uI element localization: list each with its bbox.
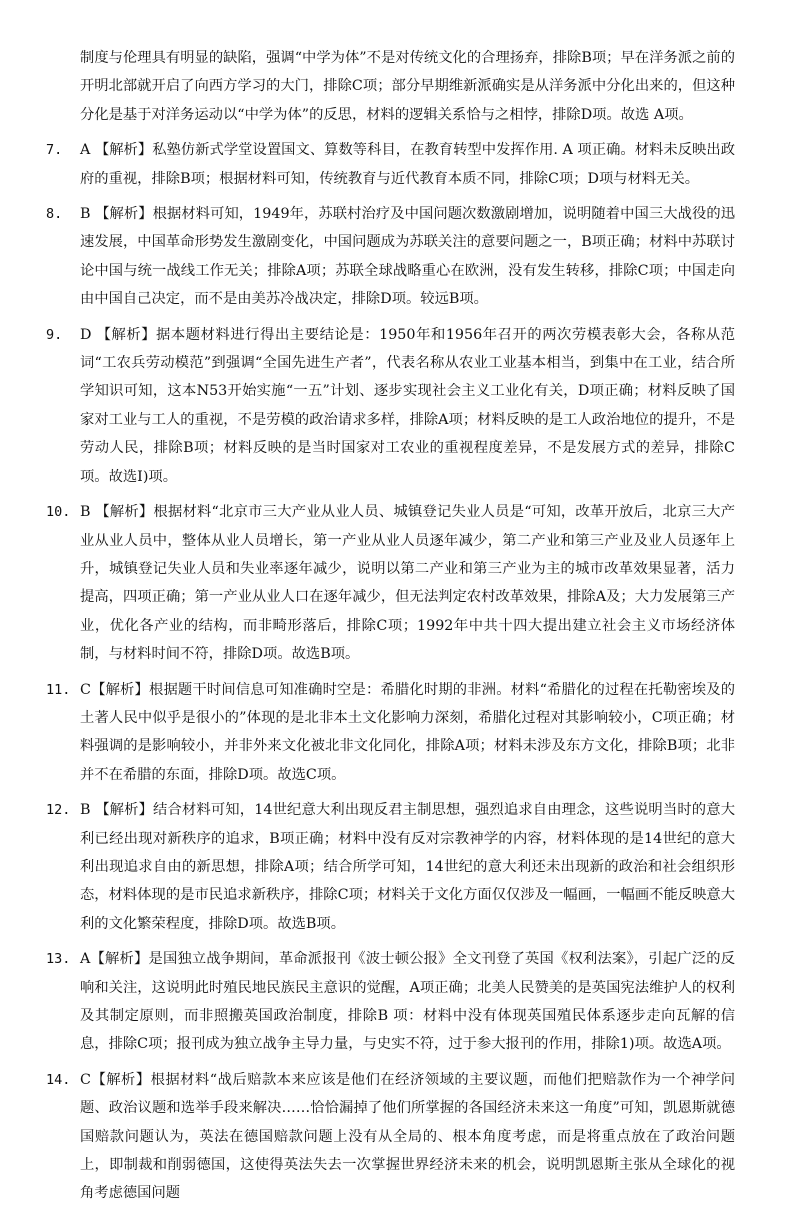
answer-item-14: [46, 1066, 735, 1208]
item-number: 8.: [46, 206, 63, 223]
answer-item-10: [46, 498, 735, 668]
item-text: A 【解析】私塾仿新式学堂设置国文、算数等科目，在教育转型中发挥作用. A 项正确。材料未反映出政府的重视，排除B项；根据材料可知，传统教育与近代教育本质不同，排除C项；D项与材料无关。: [80, 142, 735, 187]
answer-item-11: [46, 676, 735, 790]
answer-item-13: [46, 945, 735, 1059]
item-number: 10.: [46, 504, 71, 521]
item-text: C【解析】根据题干时间信息可知准确时空是：希腊化时期的非洲。材料“希腊化的过程在托勒密埃及的土著人民中似乎是很小的”体现的是北非本土文化影响力深刻，希腊化过程对其影响较小，C项正确；材料强调的是影响较小，并非外来文化被北非文化同化，排除A项；材料未涉及东方文化，排除B项；北非并不在希腊的东面，排除D项。故选C项。: [80, 681, 735, 783]
item-number: 7.: [46, 142, 63, 159]
item-text: C【解析】根据材料“战后赔款本来应该是他们在经济领域的主要议题，而他们把赔款作为一个神学问题、政治议题和选举手段来解决……恰恰漏掉了他们所掌握的各国经济未来这一角度”可知，凯恩斯就德国赔款问题认为，英法在德国赔款问题上没有从全局的、根本角度考虑，而是将重点放在了政治问题上，即制裁和削弱德国，这使得英法失去一次掌握世界经济未来的机会，说明凯恩斯主张从全球化的视角考虑德国问题: [80, 1071, 735, 1202]
answer-item-12: [46, 796, 735, 938]
item-text: B 【解析】根据材料可知，1949年，苏联村治疗及中国问题次数激剧增加，说明随着中国三大战役的迅速发展，中国革命形势发生激剧变化，中国问题成为苏联关注的意要问题之一，B项正确；材料中苏联讨论中国与统一战线工作无关；排除A项；苏联全球战略重心在欧洲，没有发生转移，排除C项；中国走向由中国自己决定，而不是由美苏冷战决定，排除D项。较远B项。: [80, 206, 735, 308]
answer-item-8: [46, 200, 735, 314]
continuation-paragraph: 制度与伦理具有明显的缺陷，强调“中学为体”不是对传统文化的合理扬弃，排除B项；早在洋务派之前的开明北部就开启了向西方学习的大门，排除C项；部分早期维新派确实是从洋务派中分化出来的，但这种分化是基于对洋务运动以“中学为体”的反思，材料的逻辑关系恰与之相悖，排除D项。故选 A项。: [80, 50, 735, 123]
item-number: 14.: [46, 1071, 71, 1088]
answer-item-7: [46, 136, 735, 193]
item-number: 9.: [46, 326, 63, 343]
item-number: 11.: [46, 681, 71, 698]
item-number: 13.: [46, 951, 71, 968]
item-text: B 【解析】结合材料可知，14世纪意大利出现反君主制思想，强烈追求自由理念，这些说明当时的意大利已经出现对新秩序的追求，B项正确；材料中没有反对宗教神学的内容，材料体现的是14世纪的意大利出现追求自由的新思想，排除A项；结合所学可知，14世纪的意大利还未出现新的政治和社会组织形态，材料体现的是市民追求新秩序，排除C项；材料关于文化方面仅仅涉及一幅画，一幅画不能反映意大利的文化繁荣程度，排除D项。故选B项。: [80, 802, 735, 932]
item-text: B 【解析】根据材料“北京市三大产业从业人员、城镇登记失业人员是“可知，改革开放后，北京三大产业从业人员中，整体从业人员增长，第一产业从业人员逐年减少，第二产业和第三产业及业人员逐年上升，城镇登记失业人员和失业率逐年减少，说明以第二产业和第三产业为主的城市改革效果显著，活力提高，四项正确；第一产业从业人口在逐年减少，但无法判定农村改革效果，排除A及；大力发展第三产业，优化各产业的结构，而非畸形落后，排除C项；1992年中共十四大提出建立社会主义市场经济体制，与材料时间不符，排除D项。故选B项。: [80, 504, 735, 663]
answer-item-9: [46, 321, 735, 491]
item-number: 12.: [46, 802, 71, 819]
item-text: A【解析】是国独立战争期间，革命派报刊《波士顿公报》全文刊登了英国《权利法案》，引起广泛的反响和关注，这说明此时殖民地民族民主意识的觉醒，A项正确；北美人民赞美的是英国宪法维护人的权利及其制定原则，而非照搬英国政治制度，排除B 项：材料中没有体现英国殖民体系逐步走向瓦解的信息，排除C项；报刊成为独立战争主导力量，与史实不符，过于参大报刊的作用，排除1)项。故选A项。: [80, 951, 735, 1053]
item-text: D 【解析】据本题材料进行得出主要结论是：1950年和1956年召开的两次劳模表彰大会，各称从范词“工农兵劳动模范”到强调“全国先进生产者”，代表名称从农业工业基本相当，到集中在工业，结合所学知识可知，这本N53开始实施“一五”计划、逐步实现社会主义工业化有关，D项正确；材料反映了国家对工业与工人的重视，不是劳模的政治请求多样，排除A项；材料反映的是工人政治地位的提升，不是劳动人民，排除B项；材料反映的是当时国家对工农业的重视程度差异，不是发展方式的差异，排除C项。故选I)项。: [80, 326, 735, 485]
